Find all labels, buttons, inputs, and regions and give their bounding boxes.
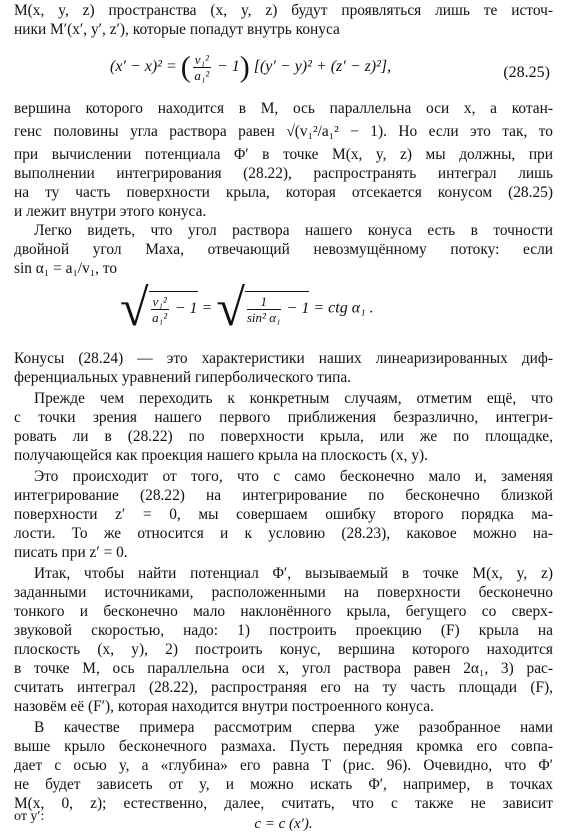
text-line: Легко видеть, что угол раствора нашего конуса есть в точности xyxy=(34,222,553,239)
formula-rhs: = ctg α₁ . xyxy=(313,299,374,317)
text-line: M(x, 0, z); естественно, далее, считать, что c также не зависит xyxy=(14,795,553,812)
text-line: дает с осью y, а «глубина» его равна T (рис. 96). Очевидно, что Φ′ xyxy=(14,757,553,774)
text-line: от y′: xyxy=(14,809,45,824)
formula-rhs: [(y′ − y)² + (z′ − z)²], xyxy=(253,58,392,76)
text-line: в точке M, ось параллельна оси x, угол раствора равен 2α₁, 3) рас- xyxy=(14,660,553,677)
text-line: тонкого и бесконечно мало наклонённого крыла, бегущего со сверх- xyxy=(14,603,553,620)
text-line: получающейся как проекция нашего крыла на плоскость (x, y). xyxy=(14,447,428,464)
formula-minus-one: − 1 xyxy=(216,58,240,76)
text-line: ники M′(x′, y′, z′), которые попадут внутрь конуса xyxy=(14,21,340,38)
formula-fraction: $\frac{\text{v₁²}}{\text{a₁²}}$ xyxy=(194,52,210,83)
text-line: ровать ли в (28.22) по поверхности крыла, или же по площадке, xyxy=(14,428,553,445)
text-line: на ту часть поверхности крыла, которая отсекается конусом (28.25) xyxy=(14,184,553,201)
text-line: заданными источниками, расположенными на поверхности бесконечно xyxy=(14,584,553,601)
text-line: двойной угол Маха, отвечающий невозмущённому потоку: если xyxy=(14,241,553,258)
text-line: интегрирование (28.22) на интегрирование по бесконечно близкой xyxy=(14,487,553,504)
text-line: Конусы (28.24) — это характеристики наших линеаризированных диф- xyxy=(14,350,553,367)
equation-number: (28.25) xyxy=(503,64,550,81)
text-line: с точки зрения нашего первого приближения безразлично, интегри- xyxy=(14,409,553,426)
text-line: выше крыло бесконечного размаха. Пусть передняя кромка его совпа- xyxy=(14,738,553,755)
text-line: назовём её (F′), которая находится внутри построенного конуса. xyxy=(14,698,434,715)
text-line: В качестве примера рассмотрим сперва уже разобранное нами xyxy=(34,719,553,736)
formula-28-25 xyxy=(0,52,567,92)
formula-equals: = xyxy=(201,299,213,317)
formula-ctg xyxy=(0,280,567,341)
text-line: не будет зависеть от y, и можно искать Φ′, например, в точках xyxy=(14,776,553,793)
text-line: Итак, чтобы найти потенциал Φ′, вызываемый в точке M(x, y, z) xyxy=(34,565,553,582)
text-line: плоскость (x, y), 2) построить конус, вершина которого находится xyxy=(14,641,553,658)
text-line: M(x, y, z) пространства (x, y, z) будут проявляться лишь те источ- xyxy=(14,2,553,19)
text-line: и лежит внутри этого конуса. xyxy=(14,203,207,220)
formula-lhs: (x′ − x)² = xyxy=(110,58,177,76)
text-line: считать интеграл (28.22), распространяя его на ту часть площади (F), xyxy=(14,679,553,696)
text-line: sin α₁ = a₁/v₁, то xyxy=(14,260,118,277)
text-line: Это происходит от того, что c само бесконечно мало и, заменяя xyxy=(34,468,553,485)
formula-body: (x′ − x)² = ( $\frac{\text{v₁²}}{\text{a₁²}}$ − 1) [(y′ − y)² + (z′ − z)²], xyxy=(110,50,392,84)
text-line: поверхности z′ = 0, мы совершаем ошибку второго порядка ма- xyxy=(14,506,553,523)
formula-body: √ $\frac{\text{v₁²}}{\text{a₁²}}$ − 1 = √ $\frac{1}{\text{sin² α₁}}$ − 1 = ctg α₁ . xyxy=(120,280,374,337)
text-line: лости. То же относится и к условию (28.23), каковое можно на- xyxy=(14,525,553,542)
text-line: вершина которого находится в M, ось параллельна оси x, а котан- xyxy=(14,100,553,117)
text-line: ференциальных уравнений гиперболического типа. xyxy=(14,369,352,386)
formula-c: c = c (x′). xyxy=(254,816,313,832)
text-line: генс половины угла раствора равен √(v₁²/a₁² − 1). Но если это так, то xyxy=(14,123,553,140)
text-line: выполнении интегрирования (28.22), распространять интеграл лишь xyxy=(14,165,553,182)
text-line: Прежде чем переходить к конкретным случаям, отметим ещё, что xyxy=(34,390,553,407)
text-line: писать при z′ = 0. xyxy=(14,544,128,561)
text-line: при вычислении потенциала Φ′ в точке M(x, y, z) мы должны, при xyxy=(14,146,553,163)
text-line: звуковой скоростью, надо: 1) построить проекцию (F) крыла на xyxy=(14,622,553,639)
